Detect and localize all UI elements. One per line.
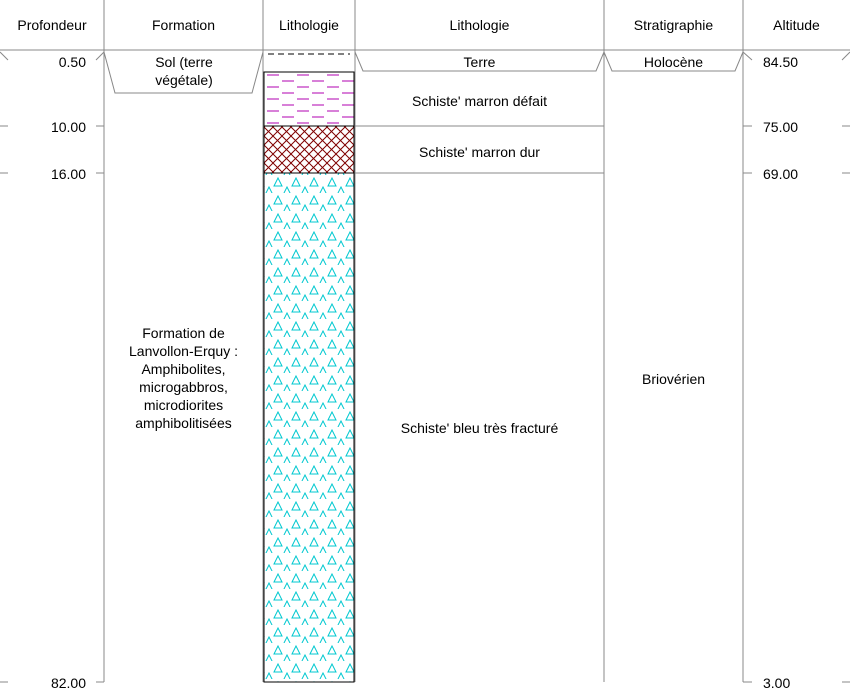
formation-lanvollon-erquy: Formation de Lanvollon-Erquy : Amphibolites, microgabbros, microdiorites amphibolitisées <box>129 325 238 431</box>
header-formation: Formation <box>151 17 216 33</box>
lithology-label-2: Schiste' marron dur <box>419 144 540 160</box>
depth-label-3: 82.00 <box>50 675 86 691</box>
altitude-label-1: 75.00 <box>763 119 799 135</box>
formation-soil: Sol (terre végétale) <box>155 54 213 88</box>
depth-label-0: 0.50 <box>58 54 86 70</box>
lithology-bar-3 <box>264 173 354 682</box>
header-stratigraphy: Stratigraphie <box>633 17 714 33</box>
altitude-label-0: 84.50 <box>763 54 799 70</box>
lithology-label-3: Schiste' bleu très fracturé <box>400 420 559 436</box>
lithology-label-1: Schiste' marron défait <box>412 93 547 109</box>
stratigraphy-label-1: Briovérien <box>641 371 706 387</box>
altitude-label-3: 3.00 <box>763 675 791 691</box>
depth-label-2: 16.00 <box>50 166 86 182</box>
header-lithology: Lithologie <box>449 17 510 33</box>
lithology-label-0: Terre <box>463 54 496 70</box>
header-altitude: Altitude <box>773 17 820 33</box>
header-lithology-pattern: Lithologie <box>279 17 339 33</box>
lithology-bar-2 <box>264 126 354 173</box>
stratigraphy-label-0: Holocène <box>643 54 704 70</box>
lithology-bar-1 <box>264 72 354 126</box>
altitude-label-2: 69.00 <box>763 166 799 182</box>
depth-label-1: 10.00 <box>50 119 86 135</box>
header-depth: Profondeur <box>17 17 87 33</box>
